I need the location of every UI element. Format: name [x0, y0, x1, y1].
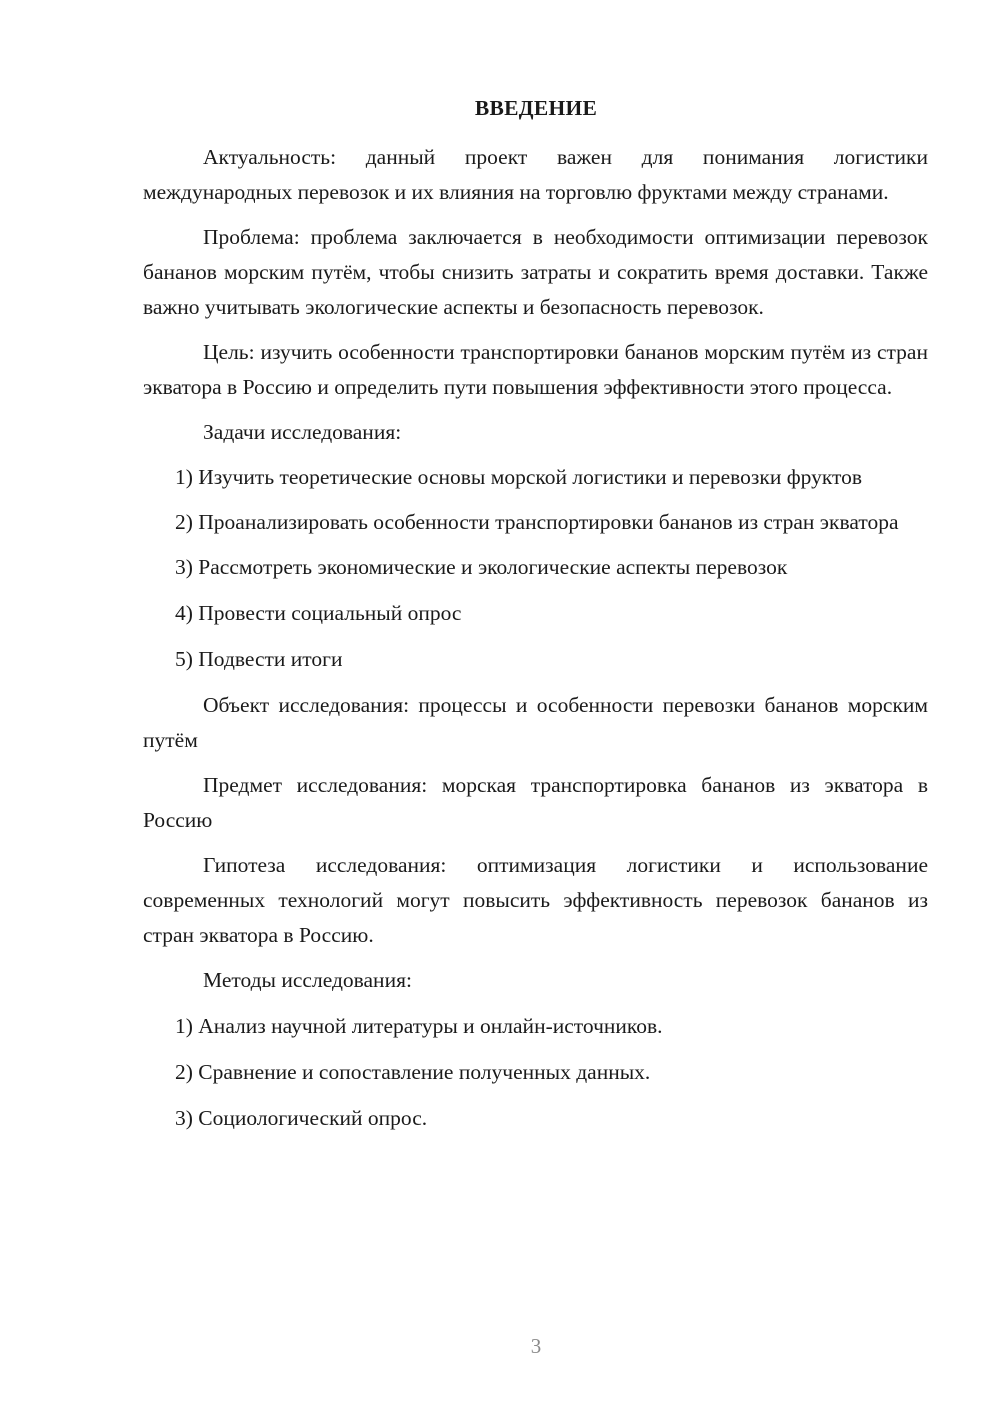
method-item-1: 1) Анализ научной литературы и онлайн-источников.: [175, 1014, 663, 1038]
task-item-4: 4) Провести социальный опрос: [175, 601, 462, 625]
subject-paragraph: Предмет исследования: морская транспортировка бананов из экватора в Россию: [143, 773, 928, 832]
tasks-heading: Задачи исследования:: [203, 420, 402, 444]
document-body: [143, 140, 928, 1146]
problem-paragraph: Проблема: проблема заключается в необходимости оптимизации перевозок бананов морским путём, чтобы снизить затраты и сократить время доставки. Также важно учитывать экологические аспекты и безопасность перевозок.: [143, 225, 928, 319]
task-item-3: 3) Рассмотреть экономические и экологические аспекты перевозок: [175, 555, 788, 579]
page-title: ВВЕДЕНИЕ: [474, 96, 598, 120]
task-item-5: 5) Подвести итоги: [175, 647, 343, 671]
method-item-2: 2) Сравнение и сопоставление полученных данных.: [175, 1060, 651, 1084]
method-item-3: 3) Социологический опрос.: [175, 1106, 428, 1130]
page-number: 3: [530, 1334, 542, 1358]
task-item-1: 1) Изучить теоретические основы морской логистики и перевозки фруктов: [175, 465, 863, 489]
relevance-paragraph: Актуальность: данный проект важен для понимания логистики международных перевозок и их влияния на торговлю фруктами между странами.: [143, 145, 928, 204]
task-item-2: 2) Проанализировать особенности транспортировки бананов из стран экватора: [175, 510, 899, 534]
methods-heading: Методы исследования:: [203, 968, 412, 992]
goal-paragraph: Цель: изучить особенности транспортировки бананов морским путём из стран экватора в Россию и определить пути повышения эффективности этого процесса.: [143, 340, 928, 399]
object-paragraph: Объект исследования: процессы и особенности перевозки бананов морским путём: [143, 693, 928, 752]
hypothesis-paragraph: Гипотеза исследования: оптимизация логистики и использование современных технологий могут повысить эффективность перевозок бананов из стран экватора в Россию.: [143, 853, 928, 947]
